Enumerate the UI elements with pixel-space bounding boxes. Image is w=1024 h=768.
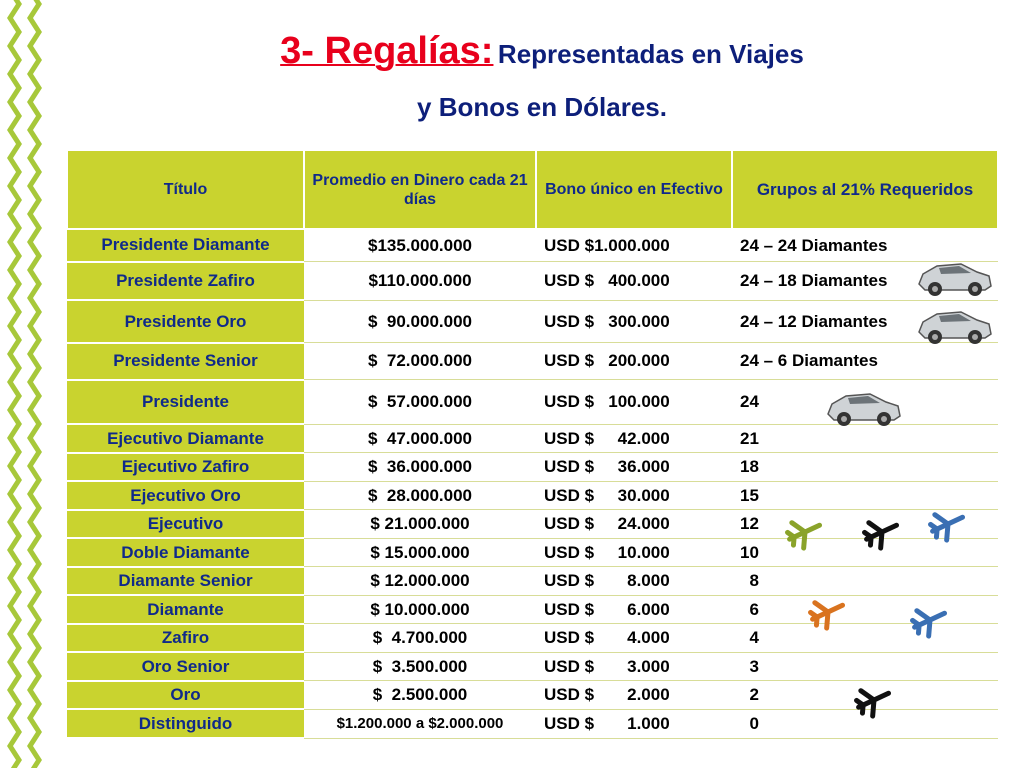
row-cash-bonus: USD $ 42.000 — [536, 424, 732, 453]
row-title: Doble Diamante — [67, 538, 304, 567]
row-cash-bonus: USD $ 300.000 — [536, 300, 732, 343]
row-average-money: $ 47.000.000 — [304, 424, 536, 453]
row-title: Oro — [67, 681, 304, 710]
table-row — [67, 343, 998, 380]
row-average-money: $ 4.700.000 — [304, 624, 536, 653]
row-title: Ejecutivo Zafiro — [67, 453, 304, 482]
table-row — [67, 453, 998, 482]
row-groups-required: 18 — [732, 453, 998, 482]
row-average-money: $ 3.500.000 — [304, 652, 536, 681]
row-cash-bonus: USD $ 4.000 — [536, 624, 732, 653]
row-average-money: $ 28.000.000 — [304, 481, 536, 510]
table-row — [67, 652, 998, 681]
header-cash-bonus: Bono único en Efectivo — [536, 150, 732, 229]
row-groups-required: 0 — [732, 709, 998, 738]
row-cash-bonus: USD $ 400.000 — [536, 262, 732, 301]
row-groups-required: 24 – 24 Diamantes — [732, 229, 998, 262]
row-groups-required: 8 — [732, 567, 998, 596]
row-groups-required: 10 — [732, 538, 998, 567]
row-average-money: $ 36.000.000 — [304, 453, 536, 482]
table-row — [67, 300, 998, 343]
table-row — [67, 380, 998, 425]
title-main: 3- Regalías: — [280, 30, 494, 72]
row-cash-bonus: USD $ 8.000 — [536, 567, 732, 596]
row-groups-required: 6 — [732, 595, 998, 624]
slide-title — [60, 30, 1024, 73]
row-title: Presidente Zafiro — [67, 262, 304, 301]
row-average-money: $1.200.000 a $2.000.000 — [304, 709, 536, 738]
row-cash-bonus: USD $ 6.000 — [536, 595, 732, 624]
row-average-money: $ 57.000.000 — [304, 380, 536, 425]
zigzag-line — [30, 0, 39, 768]
row-title: Presidente — [67, 380, 304, 425]
row-groups-required: 15 — [732, 481, 998, 510]
table-row — [67, 709, 998, 738]
row-title: Diamante — [67, 595, 304, 624]
row-title: Presidente Diamante — [67, 229, 304, 262]
row-cash-bonus: USD $ 1.000 — [536, 709, 732, 738]
row-cash-bonus: USD $ 200.000 — [536, 343, 732, 380]
row-groups-required: 24 – 12 Diamantes — [732, 300, 998, 343]
table-row — [67, 481, 998, 510]
row-cash-bonus: USD $ 2.000 — [536, 681, 732, 710]
row-average-money: $ 90.000.000 — [304, 300, 536, 343]
row-average-money: $ 12.000.000 — [304, 567, 536, 596]
zigzag-line — [10, 0, 19, 768]
row-cash-bonus: USD $ 36.000 — [536, 453, 732, 482]
row-groups-required: 2 — [732, 681, 998, 710]
row-title: Presidente Oro — [67, 300, 304, 343]
table-row — [67, 424, 998, 453]
table-row — [67, 538, 998, 567]
table-row — [67, 595, 998, 624]
row-title: Presidente Senior — [67, 343, 304, 380]
title-subtitle-line1: Representadas en Viajes — [497, 39, 804, 69]
table-row — [67, 262, 998, 301]
table-row — [67, 510, 998, 539]
table-row — [67, 681, 998, 710]
row-title: Diamante Senior — [67, 567, 304, 596]
row-groups-required: 24 – 6 Diamantes — [732, 343, 998, 380]
row-average-money: $ 21.000.000 — [304, 510, 536, 539]
royalties-table — [66, 149, 999, 739]
row-average-money: $ 2.500.000 — [304, 681, 536, 710]
row-title: Distinguido — [67, 709, 304, 738]
row-title: Ejecutivo Oro — [67, 481, 304, 510]
row-title: Oro Senior — [67, 652, 304, 681]
row-average-money: $ 10.000.000 — [304, 595, 536, 624]
row-groups-required: 24 – 18 Diamantes — [732, 262, 998, 301]
row-title: Ejecutivo Diamante — [67, 424, 304, 453]
row-cash-bonus: USD $ 10.000 — [536, 538, 732, 567]
row-average-money: $135.000.000 — [304, 229, 536, 262]
row-average-money: $ 72.000.000 — [304, 343, 536, 380]
table-row — [67, 229, 998, 262]
row-groups-required: 4 — [732, 624, 998, 653]
table-header-row — [67, 150, 998, 229]
zigzag-border-decoration — [0, 0, 48, 768]
table-row — [67, 567, 998, 596]
row-groups-required: 21 — [732, 424, 998, 453]
row-groups-required: 24 — [732, 380, 998, 425]
row-cash-bonus: USD $ 3.000 — [536, 652, 732, 681]
header-average-money: Promedio en Dinero cada 21 días — [304, 150, 536, 229]
row-cash-bonus: USD $ 24.000 — [536, 510, 732, 539]
title-subtitle-line2: y Bonos en Dólares. — [417, 92, 667, 122]
row-average-money: $ 15.000.000 — [304, 538, 536, 567]
header-title: Título — [67, 150, 304, 229]
row-title: Ejecutivo — [67, 510, 304, 539]
row-cash-bonus: USD $ 30.000 — [536, 481, 732, 510]
row-cash-bonus: USD $ 100.000 — [536, 380, 732, 425]
row-average-money: $110.000.000 — [304, 262, 536, 301]
row-cash-bonus: USD $1.000.000 — [536, 229, 732, 262]
row-groups-required: 12 — [732, 510, 998, 539]
row-title: Zafiro — [67, 624, 304, 653]
row-groups-required: 3 — [732, 652, 998, 681]
header-groups-required: Grupos al 21% Requeridos — [732, 150, 998, 229]
table-row — [67, 624, 998, 653]
